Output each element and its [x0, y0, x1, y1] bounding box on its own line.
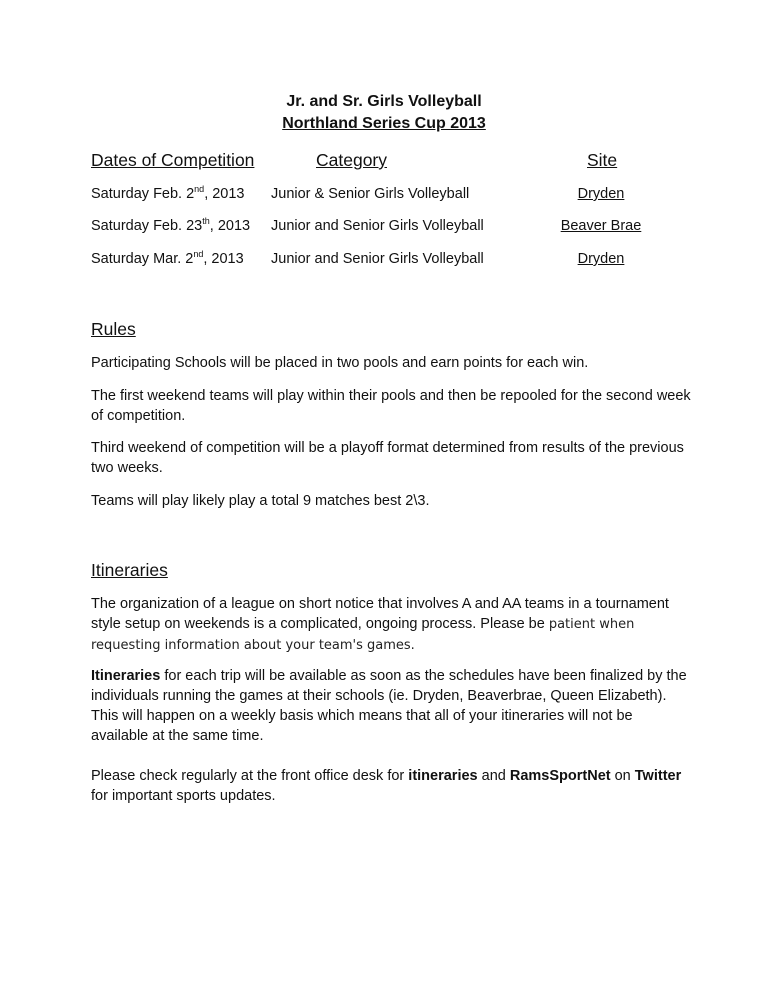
schedule-category: Junior & Senior Girls Volleyball	[271, 186, 470, 202]
rules-paragraph: Teams will play likely play a total 9 matches best 2\3.	[91, 493, 430, 509]
document-title: Jr. and Sr. Girls Volleyball	[286, 93, 482, 110]
rules-paragraph: The first weekend teams will play within their pools and then be repooled for the second week of competition.	[91, 388, 691, 424]
itineraries-heading: Itineraries	[91, 560, 168, 580]
rules-heading: Rules	[91, 319, 136, 339]
dates-header: Dates of Competition	[91, 150, 255, 170]
schedule-category: Junior and Senior Girls Volleyball	[271, 218, 484, 234]
rules-paragraph: Participating Schools will be placed in two pools and earn points for each win.	[91, 355, 589, 371]
itineraries-paragraph-3: Please check regularly at the front office desk for itineraries and RamsSportNet on Twitter for important sports updates.	[91, 768, 682, 804]
schedule-site: Dryden	[577, 251, 625, 267]
category-header: Category	[316, 150, 388, 170]
schedule-date: Saturday Feb. 2nd, 2013	[91, 184, 245, 202]
schedule-site: Dryden	[577, 186, 625, 202]
schedule-date: Saturday Feb. 23th, 2013	[91, 216, 251, 234]
schedule-site: Beaver Brae	[560, 218, 642, 234]
itineraries-paragraph-2: Itineraries for each trip will be available as soon as the schedules have been finalized by the individuals running the games at their schools (ie. Dryden, Beaverbrae, Queen Elizabeth). This will happen on a weekly basis which means that all of your itineraries will not be available at the same time.	[91, 668, 687, 744]
schedule-date: Saturday Mar. 2nd, 2013	[91, 249, 244, 267]
document-subtitle: Northland Series Cup 2013	[282, 115, 486, 132]
rules-paragraph: Third weekend of competition will be a playoff format determined from results of the previous two weeks.	[91, 440, 684, 476]
itineraries-paragraph-1: The organization of a league on short notice that involves A and AA teams in a tournament style setup on weekends is a complicated, ongoing process. Please be patient when requesting information about your team's games.	[91, 596, 669, 653]
site-header: Site	[587, 150, 618, 170]
schedule-category: Junior and Senior Girls Volleyball	[271, 251, 484, 267]
